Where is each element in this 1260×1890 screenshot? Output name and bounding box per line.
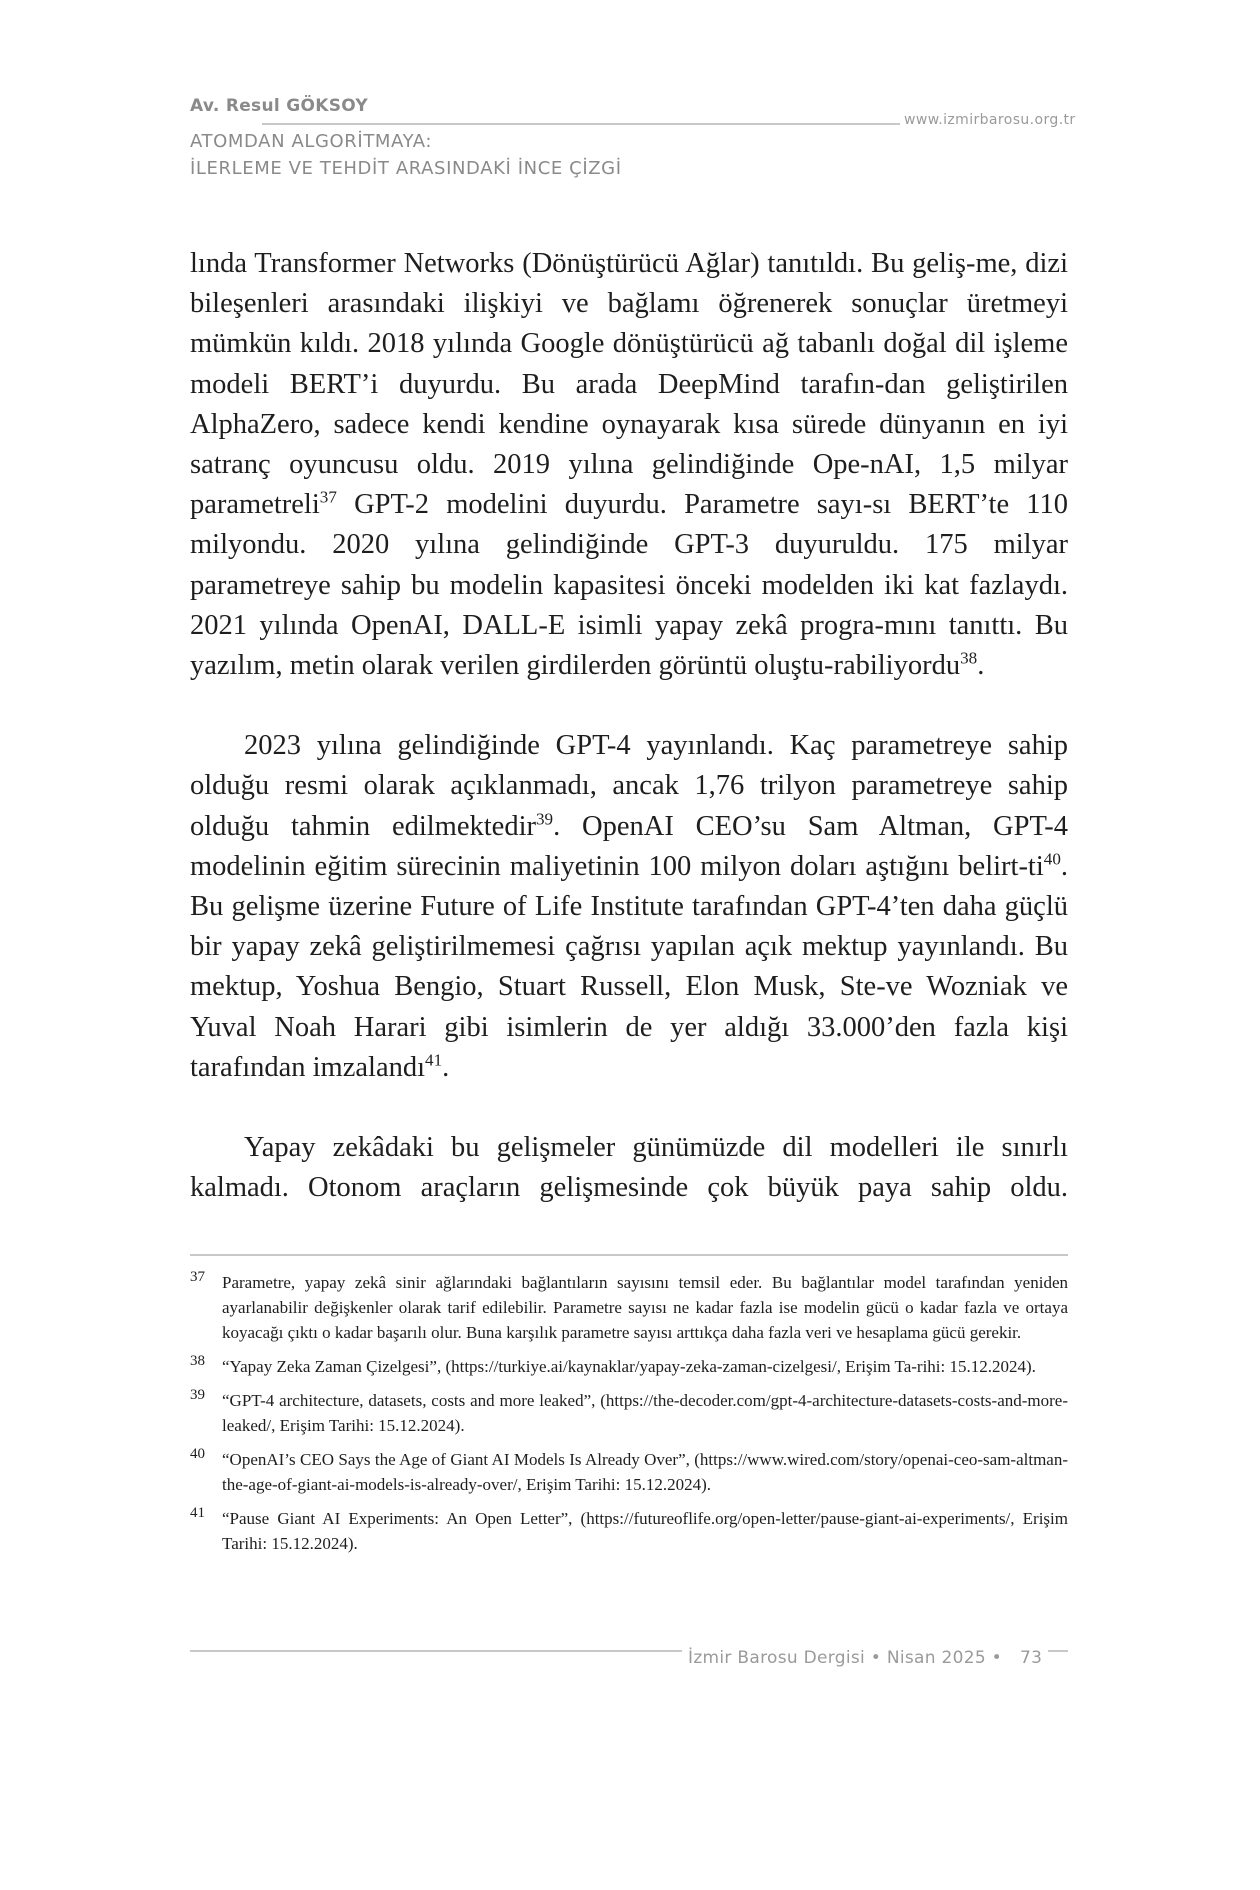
- paragraph-text: .: [442, 1051, 450, 1083]
- footnote-number: 37: [190, 1269, 205, 1285]
- header-title-line2: İLERLEME VE TEHDİT ARASINDAKİ İNCE ÇİZGİ: [190, 158, 622, 179]
- footnote-41: [190, 1506, 1068, 1556]
- footnote-divider: [190, 1254, 1068, 1256]
- footnote-text: “GPT-4 architecture, datasets, costs and more leaked”, (https://the-decoder.com/gpt-4-architecture-datasets-costs-and-more-leaked/, Erişim Tarihi: 15.12.2024).: [222, 1391, 1068, 1435]
- footnote-number: 40: [190, 1446, 205, 1462]
- header-title: [190, 128, 622, 182]
- footnotes: [190, 1270, 1068, 1565]
- paragraph-text: 2023 yılına gelindiğinde GPT-4 yayınlandı. Kaç parametreye sahip olduğu resmi olarak açıklanmadı, ancak 1,76 trilyon parametreye sahip olduğu tahmin edilmektedir: [190, 730, 1068, 842]
- paragraph-text: . OpenAI CEO’su Sam Altman, GPT-4 modelinin eğitim sürecinin maliyetinin 100 milyon doları aştığını belirt-ti: [190, 810, 1068, 882]
- footnote-ref-39[interactable]: 39: [535, 809, 554, 829]
- footnote-37: [190, 1270, 1068, 1345]
- footnote-text: “Yapay Zeka Zaman Çizelgesi”, (https://turkiye.ai/kaynaklar/yapay-zeka-zaman-cizelgesi/, Erişim Ta-rihi: 15.12.2024).: [222, 1357, 1036, 1376]
- page-number: 73: [1020, 1648, 1043, 1668]
- footnote-38: [190, 1354, 1068, 1379]
- header-url: www.izmirbarosu.org.tr: [900, 112, 1076, 128]
- paragraph-3: Yapay zekâdaki bu gelişmeler günümüzde dil modelleri ile sınırlı kalmadı. Otonom araçların gelişmesinde çok büyük paya sahip oldu.: [190, 1132, 1068, 1204]
- footnote-text: “Pause Giant AI Experiments: An Open Letter”, (https://futureoflife.org/open-letter/pause-giant-ai-experiments/, Erişim Tarihi: 15.12.2024).: [222, 1509, 1068, 1553]
- paragraph-text: . Bu gelişme üzerine Future of Life Institute tarafından GPT-4’ten daha güçlü bir yapay zekâ geliştirilmemesi çağrısı yapılan açık mektup yayınlandı. Bu mektup, Yoshua Bengio, Stuart Russell, Elon Musk, Ste-ve Wozniak ve Yuval Noah Harari gibi isimlerin de yer aldığı 33.000’den fazla kişi tarafından imzalandı: [190, 850, 1068, 1083]
- footnote-ref-38[interactable]: 38: [960, 648, 978, 668]
- article-body: [190, 244, 1068, 1208]
- paragraph-text: lında Transformer Networks (Dönüştürücü Ağlar) tanıtıldı. Bu geliş-me, dizi bileşenleri arasındaki ilişkiyi ve bağlamı öğrenerek sonuçlar üretmeyi mümkün kıldı. 2018 yılında Google dönüştürücü ağ tabanlı doğal dil işleme modeli BERT’i duyurdu. Bu arada DeepMind tarafın-dan geliştirilen AlphaZero, sadece kendi kendine oynayarak kısa sürede dünyanın en iyi satranç oyuncusu oldu. 2019 yılına gelindiğinde Ope-nAI, 1,5 milyar parametreli: [190, 248, 1068, 521]
- footnote-number: 41: [190, 1505, 205, 1521]
- footnote-40: [190, 1447, 1068, 1497]
- footnote-text: “OpenAI’s CEO Says the Age of Giant AI Models Is Already Over”, (https://www.wired.com/story/openai-ceo-sam-altman-the-age-of-giant-ai-models-is-already-over/, Erişim Tarihi: 15.12.2024).: [222, 1450, 1068, 1494]
- footnote-number: 39: [190, 1387, 205, 1403]
- header-author: Av. Resul GÖKSOY: [190, 96, 368, 116]
- paragraph-1: [190, 244, 1068, 686]
- journal-name: İzmir Barosu Dergisi • Nisan 2025 •: [688, 1648, 1003, 1668]
- paragraph-2: [190, 726, 1068, 1088]
- paragraph-text: .: [977, 650, 985, 682]
- footnote-number: 38: [190, 1353, 205, 1369]
- paragraph-text: GPT-2 modelini duyurdu. Parametre sayı-sı BERT’te 110 milyondu. 2020 yılına gelindiğinde GPT-3 duyuruldu. 175 milyar parametreye sahip bu modelin kapasitesi önceki modelden iki kat fazlaydı. 2021 yılında OpenAI, DALL-E isimli yapay zekâ progra-mını tanıttı. Bu yazılım, metin olarak verilen girdilerden görüntü oluştu-rabiliyordu: [190, 489, 1068, 682]
- footnote-text: Parametre, yapay zekâ sinir ağlarındaki bağlantıların sayısını temsil eder. Bu bağlantılar model tarafından yeniden ayarlanabilir değişkenler olarak tarif edilebilir. Parametre sayısı ne kadar fazla ise modelin gücü o kadar fazla ve ortaya koyacağı çıktı o kadar başarılı olur. Buna karşılık parametre sayısı arttıkça daha fazla veri ve hesaplama gücü gerekir.: [222, 1273, 1068, 1342]
- footnote-ref-40[interactable]: 40: [1043, 849, 1061, 869]
- footnote-ref-41[interactable]: 41: [425, 1050, 443, 1070]
- footnote-39: [190, 1388, 1068, 1438]
- header-title-line1: ATOMDAN ALGORİTMAYA:: [190, 131, 433, 152]
- footnote-ref-37[interactable]: 37: [319, 487, 337, 507]
- page-footer: [682, 1648, 1048, 1668]
